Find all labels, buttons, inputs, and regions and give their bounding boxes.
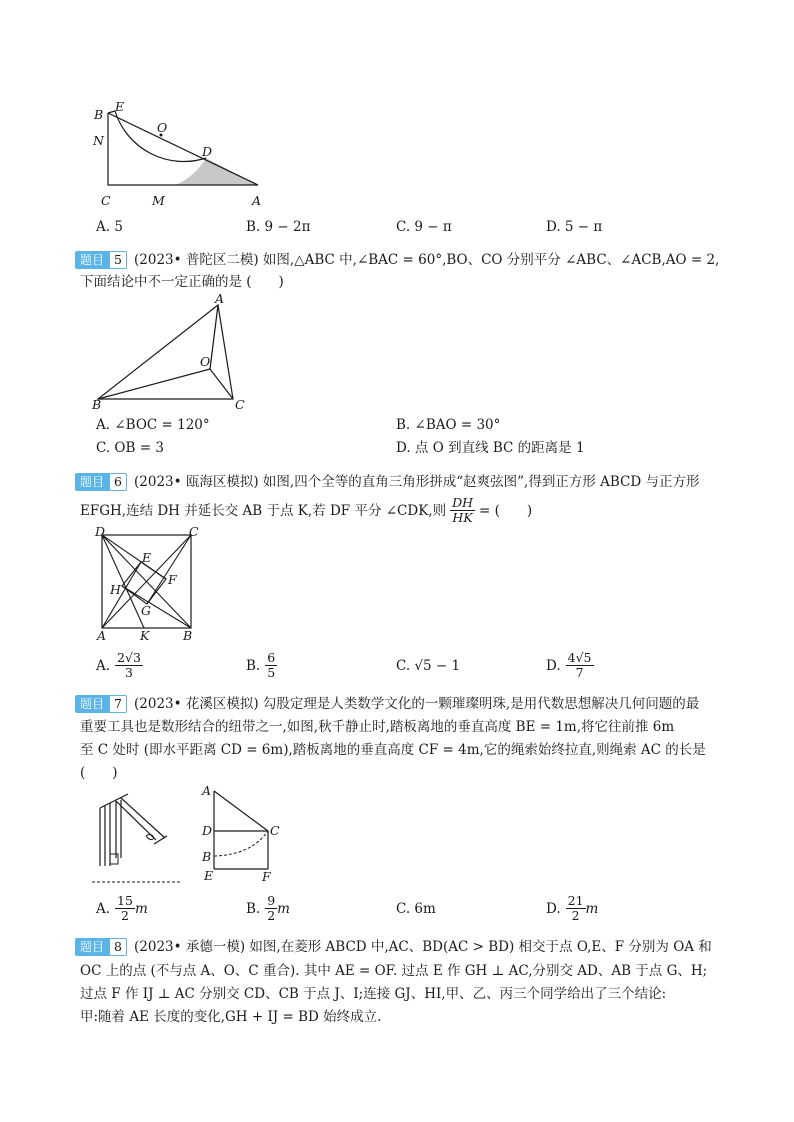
q5-tag-number: 5 xyxy=(109,251,127,269)
q7-label-E: E xyxy=(204,868,214,883)
q8-stem-line1: (2023• 承德一模) 如图,在菱形 ABCD 中,AC、BD(AC > BD) 相交于点 O,E、F 分别为 OA 和 xyxy=(134,939,712,955)
q5-figure xyxy=(90,293,255,413)
q5-option-a[interactable]: A. ∠BOC = 120° xyxy=(96,417,210,433)
q4-option-b[interactable]: B. 9 − 2π xyxy=(246,219,311,235)
q6-stem-line1: (2023• 瓯海区模拟) 如图,四个全等的直角三角形拼成“赵爽弦图”,得到正方形 ABCD 与正方形 xyxy=(134,474,700,490)
q6-label-F: F xyxy=(168,572,177,587)
q4-option-d[interactable]: D. 5 − π xyxy=(546,219,603,235)
q7-stem-line3: 至 C 处时 (即水平距离 CD = 6m),踏板离地的垂直高度 CF = 4m,它的绳索始终拉直,则绳索 AC 的长是 xyxy=(80,742,706,758)
q6-stem-fraction xyxy=(450,496,475,525)
q7-label-C: C xyxy=(270,823,280,838)
q6-option-d[interactable]: D. $\frac{4√5}{7}$ xyxy=(546,650,592,680)
q5-segment-CO xyxy=(210,369,233,399)
q6-label-B: B xyxy=(183,628,193,643)
q5-option-b[interactable]: B. ∠BAO = 30° xyxy=(396,417,501,433)
q5-tag-label: 题目 xyxy=(75,251,109,269)
q7-label-A: A xyxy=(202,783,212,798)
q4-triangle xyxy=(108,113,258,185)
q7-tag-number: 7 xyxy=(109,695,127,713)
q5-label-O: O xyxy=(200,354,211,369)
q7-option-c[interactable]: C. 6m xyxy=(396,901,436,917)
q5-tag xyxy=(75,251,127,269)
q5-triangle xyxy=(98,305,233,399)
q5-label-B: B xyxy=(92,397,102,412)
q5-stem-line1: (2023• 普陀区二模) 如图,△ABC 中,∠BAC = 60°,BO、CO 分别平分 ∠ABC、∠ACB,AO = 2, xyxy=(134,252,720,268)
q6-label-K: K xyxy=(140,628,150,643)
q7-label-F: F xyxy=(262,869,271,884)
q7-label-B: B xyxy=(202,849,212,864)
q6-tag-label: 题目 xyxy=(75,473,109,491)
q7-tag xyxy=(75,695,127,713)
q4-option-a[interactable]: A. 5 xyxy=(96,219,123,235)
q8-tag-number: 8 xyxy=(109,938,127,956)
q7-label-D: D xyxy=(202,823,213,838)
q8-stem-line4: 甲:随着 AE 长度的变化,GH + IJ = BD 始终成立. xyxy=(80,1009,382,1025)
q6-option-b[interactable]: B. $\frac{6}{5}$ xyxy=(246,650,276,680)
q4-option-c[interactable]: C. 9 − π xyxy=(396,219,452,235)
q6-label-A: A xyxy=(97,628,107,643)
q7-stem-line4: ( ) xyxy=(80,765,118,781)
q6-label-D: D xyxy=(95,526,106,539)
q6-tag xyxy=(75,473,127,491)
q4-label-E: E xyxy=(115,99,125,114)
q4-label-N: N xyxy=(93,133,104,148)
q5-segment-AO xyxy=(210,305,218,369)
q4-label-M: M xyxy=(152,193,165,208)
q5-option-d[interactable]: D. 点 O 到直线 BC 的距离是 1 xyxy=(396,440,585,456)
q5-segment-BO xyxy=(98,369,210,399)
q7-figure xyxy=(196,783,296,885)
q6-option-a[interactable]: A. $\frac{2√3}{3}$ xyxy=(96,650,141,680)
q6-fraction-denominator: HK xyxy=(452,510,473,525)
q8-stem-line2: OC 上的点 (不与点 A、O、C 重合). 其中 AE = OF. 过点 E 作 GH ⊥ AC,分别交 AD、AB 于点 G、H; xyxy=(80,963,708,979)
q7-option-d[interactable]: D. $\frac{21}{2}$ m xyxy=(546,893,599,923)
q6-label-E: E xyxy=(142,550,152,565)
q6-label-H: H xyxy=(110,582,121,597)
q4-label-A: A xyxy=(252,193,262,208)
q6-tag-number: 6 xyxy=(109,473,127,491)
q7-option-a[interactable]: A. $\frac{15}{2}$ m xyxy=(96,893,148,923)
q5-option-c[interactable]: C. OB = 3 xyxy=(96,440,164,456)
q6-label-G: G xyxy=(141,603,151,618)
q4-figure xyxy=(88,98,278,213)
q6-stem-line2 xyxy=(80,496,532,525)
q6-stem-line2-post: = ( ) xyxy=(479,502,533,519)
q8-stem-line3: 过点 F 作 IJ ⊥ AC 分别交 CD、CB 于点 J、I;连接 GJ、HI,甲、乙、丙三个同学给出了三个结论: xyxy=(80,986,667,1002)
q6-option-c[interactable]: C. √5 − 1 xyxy=(396,658,461,674)
q7-stem-line2: 重要工具也是数形结合的纽带之一,如图,秋千静止时,踏板离地的垂直高度 BE = 1m,将它往前推 6m xyxy=(80,719,675,735)
q4-label-O: O xyxy=(157,120,168,135)
q8-tag xyxy=(75,938,127,956)
q5-label-A: A xyxy=(215,293,225,306)
q7-stem-line1: (2023• 花溪区模拟) 勾股定理是人类数学文化的一颗璀璨明珠,是用代数思想解决几何问题的最 xyxy=(134,696,700,712)
q6-label-C: C xyxy=(189,526,199,539)
q5-label-C: C xyxy=(235,397,245,412)
q6-fraction-numerator: DH xyxy=(452,495,474,510)
q8-tag-label: 题目 xyxy=(75,938,109,956)
q4-label-D: D xyxy=(202,144,213,159)
q7-tag-label: 题目 xyxy=(75,695,109,713)
q5-stem-line2: 下面结论中不一定正确的是 ( ) xyxy=(80,274,284,290)
q6-stem-line2-pre: EFGH,连结 DH 并延长交 AB 于点 K,若 DF 平分 ∠CDK,则 xyxy=(80,502,447,519)
q6-figure xyxy=(93,526,203,646)
q7-swing-illustration xyxy=(88,788,188,888)
q7-option-b[interactable]: B. $\frac{9}{2}$ m xyxy=(246,893,290,923)
q4-label-B: B xyxy=(94,107,104,122)
q4-label-C: C xyxy=(101,193,111,208)
